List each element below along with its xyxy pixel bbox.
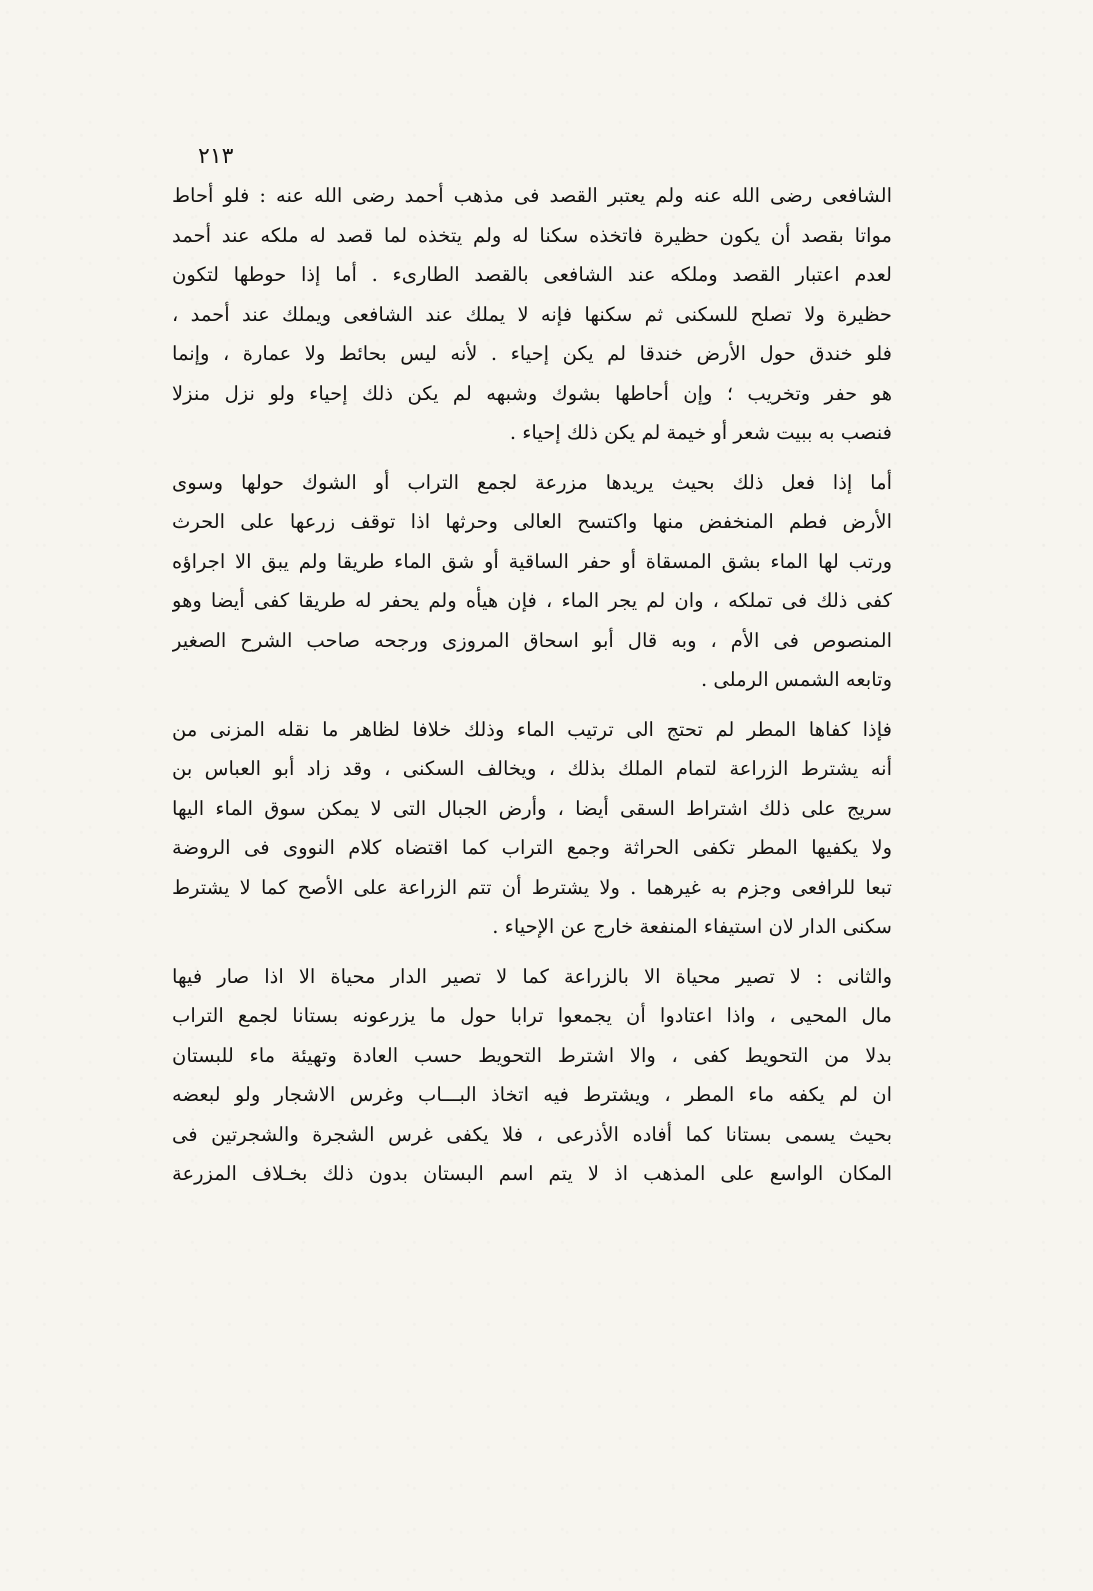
- text-line: هو حفر وتخريب ؛ وإن أحاطها بشوك وشبهه لم يكن ذلك إحياء ولو نزل منزلا: [172, 381, 892, 405]
- text-line: سريج على ذلك اشتراط السقى أيضا ، وأرض الجبال التى لا يمكن سوق الماء اليها: [172, 796, 892, 820]
- body-text: [172, 176, 892, 1194]
- text-line: بحيث يسمى بستانا كما أفاده الأذرعى ، فلا يكفى غرس الشجرة والشجرتين فى: [172, 1122, 892, 1146]
- text-line: ولا يكفيها المطر تكفى الحراثة وجمع التراب كما اقتضاه كلام النووى فى الروضة: [172, 836, 892, 859]
- text-line: أما إذا فعل ذلك بحيث يريدها مزرعة لجمع التراب أو الشوك حولها وسوى: [172, 470, 892, 494]
- text-line: لعدم اعتبار القصد وملكه عند الشافعى بالقصد الطارىء . أما إذا حوطها لتكون: [172, 263, 892, 286]
- text-line: ان لم يكفه ماء المطر ، ويشترط فيه اتخاذ البـــاب وغرس الاشجار ولو لبعضه: [172, 1083, 892, 1106]
- text-line: حظيرة ولا تصلح للسكنى ثم سكنها فإنه لا يملك عند الشافعى ويملك عند أحمد ،: [172, 302, 892, 326]
- text-line: مال المحيى ، واذا اعتادوا أن يجمعوا ترابا حول ما يزرعونه بستانا لجمع التراب: [172, 1004, 892, 1027]
- text-line: المنصوص فى الأم ، وبه قال أبو اسحاق المروزى ورجحه صاحب الشرح الصغير: [172, 628, 892, 652]
- text-line: تبعا للرافعى وجزم به غيرهما . ولا يشترط أن تتم الزراعة على الأصح كما لا يشترط: [172, 875, 892, 899]
- text-line: مواتا بقصد أن يكون حظيرة فاتخذه سكنا له ولم يتخذه لما قصد له ملكه عند أحمد: [172, 223, 892, 247]
- text-line: فإذا كفاها المطر لم تحتج الى ترتيب الماء وذلك خلافا لظاهر ما نقله المزنى من: [172, 717, 892, 741]
- text-line: أنه يشترط الزراعة لتمام الملك بذلك ، ويخالف السكنى ، وقد زاد أبو العباس بن: [172, 757, 892, 780]
- paragraph-4: [172, 957, 892, 1194]
- paragraph-3: [172, 710, 892, 947]
- text-line: فلو خندق حول الأرض خندقا لم يكن إحياء . لأنه ليس بحائط ولا عمارة ، وإنما: [172, 342, 892, 365]
- text-line: المكان الواسع على المذهب اذ لا يتم اسم البستان بدون ذلك بخـلاف المزرعة: [172, 1162, 892, 1185]
- paragraph-1: [172, 176, 892, 453]
- text-line: فنصب به ببيت شعر أو خيمة لم يكن ذلك إحياء .: [509, 421, 892, 444]
- text-line: بدلا من التحويط كفى ، والا اشترط التحويط حسب العادة وتهيئة ماء للبستان: [172, 1043, 892, 1067]
- text-line: الشافعى رضى الله عنه ولم يعتبر القصد فى مذهب أحمد رضى الله عنه : فلو أحاط: [172, 184, 892, 207]
- text-line: كفى ذلك فى تملكه ، وان لم يجر الماء ، فإن هيأه ولم يحفر له طريقا كفى أيضا وهو: [172, 589, 892, 612]
- text-line: وتابعه الشمس الرملى .: [700, 668, 892, 691]
- paragraph-2: [172, 463, 892, 700]
- text-line: ورتب لها الماء بشق المسقاة أو حفر الساقية أو شق الماء طريقا ولم يبق الا اجراؤه: [172, 549, 892, 573]
- page-number: ٢١٣: [198, 144, 234, 169]
- text-line: سكنى الدار لان استيفاء المنفعة خارج عن الإحياء .: [492, 915, 892, 938]
- text-line: والثانى : لا تصير محياة الا بالزراعة كما لا تصير الدار محياة الا اذا صار فيها: [172, 964, 892, 988]
- text-line: الأرض فطم المنخفض منها واكتسح العالى وحرثها اذا توقف زرعها على الحرث: [172, 510, 892, 533]
